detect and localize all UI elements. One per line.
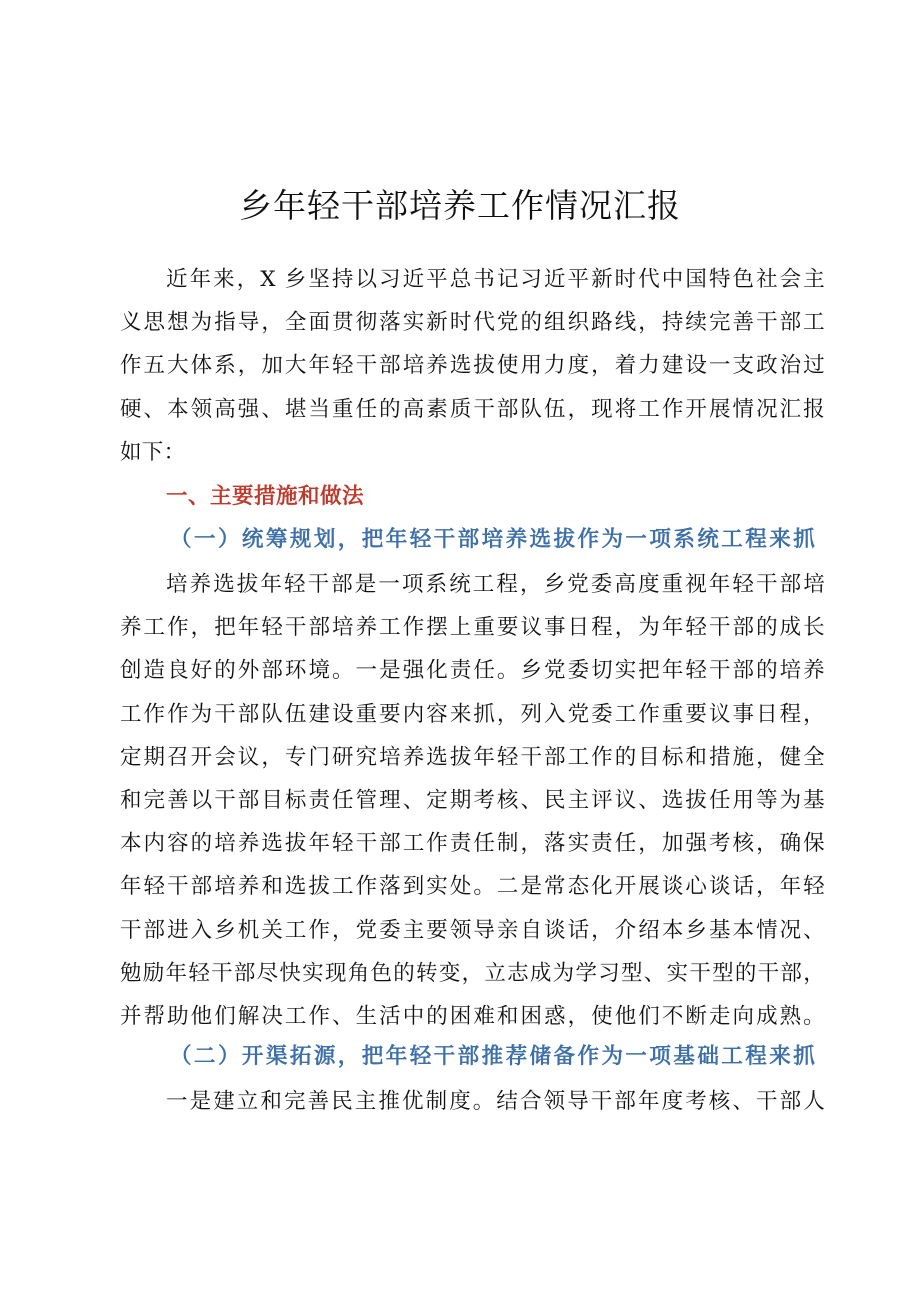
subsection-heading-2: （二）开渠拓源，把年轻干部推荐储备作为一项基础工程来抓 [170, 1044, 815, 1069]
paragraph-line: 近年来，X 乡坚持以习近平总书记习近平新时代中国特色社会主 [166, 267, 825, 292]
paragraph-line: 勉励年轻干部尽快实现角色的转变，立志成为学习型、实干型的干部， [120, 960, 825, 986]
paragraph-line: 培养选拔年轻干部是一项系统工程，乡党委高度重视年轻干部培 [166, 572, 825, 597]
section-heading-1: 一、主要措施和做法 [166, 484, 365, 509]
paragraph-line: 创造良好的外部环境。一是强化责任。乡党委切实把年轻干部的培养 [120, 658, 825, 684]
subsection-2-paragraph [120, 1080, 825, 1123]
paragraph-line: 一是建立和完善民主推优制度。结合领导干部年度考核、干部人 [166, 1089, 825, 1114]
paragraph-line: 并帮助他们解决工作、生活中的困难和困惑，使他们不断走向成熟。 [120, 1003, 825, 1029]
paragraph-line: 硬、本领高强、堪当重任的高素质干部队伍，现将工作开展情况汇报 [120, 396, 825, 422]
paragraph-line: 本内容的培养选拔年轻干部工作责任制，落实责任，加强考核，确保 [120, 831, 825, 857]
paragraph-line: 和完善以干部目标责任管理、定期考核、民主评议、选拔任用等为基 [120, 787, 825, 813]
paragraph-line: 干部进入乡机关工作，党委主要领导亲自谈话，介绍本乡基本情况、 [120, 917, 825, 943]
paragraph-line: 定期召开会议，专门研究培养选拔年轻干部工作的目标和措施，健全 [120, 744, 825, 770]
paragraph-line: 工作作为干部队伍建设重要内容来抓，列入党委工作重要议事日程， [120, 701, 825, 727]
document-title: 乡年轻干部培养工作情况汇报 [239, 186, 681, 225]
paragraph-line: 养工作，把年轻干部培养工作摆上重要议事日程，为年轻干部的成长 [120, 615, 825, 641]
paragraph-line: 如下： [120, 439, 186, 465]
paragraph-line: 义思想为指导，全面贯彻落实新时代党的组织路线，持续完善干部工 [120, 310, 825, 336]
subsection-heading-1: （一）统筹规划，把年轻干部培养选拔作为一项系统工程来抓 [170, 527, 815, 552]
subsection-1-paragraph [120, 563, 825, 1038]
paragraph-line: 年轻干部培养和选拔工作落到实处。二是常态化开展谈心谈话，年轻 [120, 874, 825, 900]
intro-paragraph [120, 258, 825, 474]
paragraph-line: 作五大体系，加大年轻干部培养选拔使用力度，着力建设一支政治过 [120, 353, 825, 379]
